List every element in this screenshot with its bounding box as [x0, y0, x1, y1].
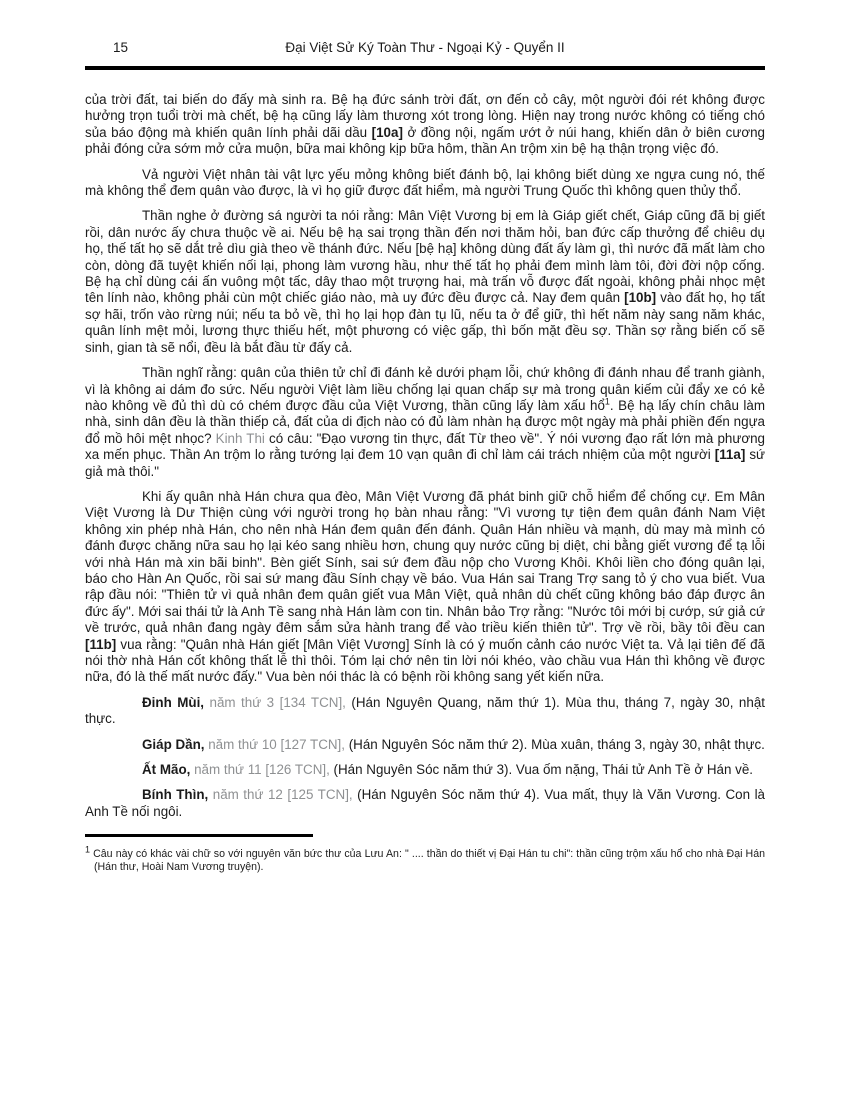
- paragraph: Thần nghĩ rằng: quân của thiên tử chỉ đi đánh kẻ dưới phạm lỗi, chứ không đi đánh nhau để tranh giành, vì là không ai dám đo sức. Nếu người Việt làm liều chống lại quan chấp sự mà trong quân kiếm củi đẩy xe có kẻ nào không về đủ thì dù có chém được đầu của Việt Vương, thần cũng lấy làm xấu hổ$^1$. Bệ hạ lấy chín châu làm nhà, sinh dân đều là thần thiếp cả, đất của di địch nào có đủ làm nhàn hạ được một ngày mà phải phiền đến ngựa đổ mồ hôi mệt nhọc? Kinh Thi có câu: "Đạo vương tin thực, đất Từ theo về". Ý nói vương đạo rất lớn mà phương xa mến phục. Thần An trộm lo rằng tướng lại đem 10 vạn quân đi chỉ làm cái trách nhiệm của một người [11a] sứ giả mà thôi.": [85, 365, 766, 479]
- footnote-separator: [85, 834, 313, 837]
- paragraph: Thần nghe ở đường sá người ta nói rằng: Mân Việt Vương bị em là Giáp giết chết, Giáp cũng đã bị giết rồi, dân nước ấy chưa thuộc về ai. Nếu bệ hạ sai trọng thần đến nơi thăm hỏi, ban đức cấp thưởng để chiêu dụ họ, thế tất họ sẽ dắt trẻ dìu già theo về thánh đức. Nếu [bệ hạ] không dùng đất ấy làm gì, thì nước đã mất làm cho còn, dòng đã tuyệt khiến nối lại, phong làm vương hầu, như thế tất họ phải đem mình làm tôi, đời đời nộp cống. Bệ hạ chỉ dùng cái ấn vuông một tấc, dây thao một trượng hai, mà trấn vỗ được đất ngoài, không phải nhọc mệt tên lính nào, không phải cùn một chiếc giáo nào, mà uy đức đều được cả. Nay đem quân [10b] vào đất họ, họ tất sợ hãi, trốn vào rừng núi; nếu ta bỏ về, thì họ lại họp đàn tụ lũ, nếu ta ở để giữ, thì hết năm này sang năm khác, quân lính mệt mỏi, lương thực thiếu hết, một phương có việc gấp, thì bốn mặt đều sợ. Thần sợ rằng biến cố sẽ sinh, gian tà sẽ nổi, đều là bắt đầu từ đấy cả.: [85, 208, 765, 355]
- footnote-text: $^1$ Câu này có khác vài chữ so với nguyên văn bức thư của Lưu An: " .... thần do thiết vị Đại Hán tu chi": thần cũng trộm xấu hổ cho nhà Đại Hán (Hán thư, Hoài Nam Vương truyện).: [85, 844, 765, 874]
- page-header: [85, 38, 765, 70]
- paragraph: Khi ấy quân nhà Hán chưa qua đèo, Mân Việt Vương đã phát binh giữ chỗ hiểm để chống cự. Em Mân Việt Vương là Dư Thiện cùng với người trong họ bàn nhau rằng: "Vì vương tự tiện đem quân đánh Nam Việt không xin phép nhà Hán, cho nên nhà Hán đem quân đến đánh. Quân Hán nhiều và mạnh, dù may mà mình có đánh được chăng nữa sau họ lại kéo sang nhiều hơn, chung quy nước cũng bị diệt, chi bằng giết vương để tạ lỗi với nhà Hán mà xin bãi binh". Bèn giết Sính, sai sứ đem đầu nộp cho Vương Khôi. Khôi liền cho đóng quân lại, báo cho Hàn An Quốc, rồi sai sứ mang đầu Sính chạy về báo. Vua Hán sai Trang Trợ sang tỏ ý cho vua biết. Vua rập đầu nói: "Thiên tử vì quả nhân đem quân giết vua Mân Việt, quả nhân dù chết cũng không báo đáp được ân đức ấy". Mới sai thái tử là Anh Tề sang nhà Hán làm con tin. Nhân bảo Trợ rằng: "Nước tôi mới bị cướp, sứ giả cứ về trước, quả nhân đang ngày đêm sắm sửa hành trang để vào triều kiến thiên tử". Trợ về rồi, bầy tôi đều can [11b] vua rằng: "Quân nhà Hán giết [Mân Việt Vương] Sính là có ý muốn cảnh cáo nước Việt ta. Vả lại tiên đế đã nói thờ nhà Hán cốt không thất lễ thì thôi. Tóm lại chớ nên tin lời nói khéo, vào chầu vua Hán thì không về được nữa, đó là thế mất nước đấy." Vua bèn nói thác là có bệnh rồi không sang yết kiến nữa.: [85, 488, 765, 685]
- body-text: [85, 92, 765, 820]
- paragraph-entry-at-mao: Ất Mão, năm thứ 11 [126 TCN], (Hán Nguyên Sóc năm thứ 3). Vua ốm nặng, Thái tử Anh Tề ở Hán về.: [142, 762, 754, 778]
- page-title: Đại Việt Sử Ký Toàn Thư - Ngoại Kỷ - Quyển II: [285, 40, 565, 55]
- paragraph-entry-binh-thin: Bính Thìn, năm thứ 12 [125 TCN], (Hán Nguyên Sóc năm thứ 4). Vua mất, thụy là Văn Vương. Con là Anh Tề nối ngôi.: [85, 787, 765, 819]
- paragraph: của trời đất, tai biến do đấy mà sinh ra. Bệ hạ đức sánh trời đất, ơn đến cỏ cây, một người đói rét không được hưởng trọn tuổi trời mà chết, bệ hạ cũng lấy làm thương xót trong lòng. Hiện nay trong nước không có tiếng chó sủa báo động mà khiến quân lính phải dãi dầu [10a] ở đồng nội, ngấm ướt ở núi hang, khiến dân ở biên cương phải đóng cửa sớm mở cửa muộn, bữa mai không kịp bữa hôm, thần An trộm xin bệ hạ thận trọng việc đó.: [85, 92, 765, 157]
- page-number: 15: [113, 40, 129, 55]
- footnote-block: [85, 834, 765, 875]
- paragraph: Vả người Việt nhân tài vật lực yếu mỏng không biết đánh bộ, lại không biết dùng xe ngựa cung nó, thế mà không thể đem quân vào được, là vì họ giữ được đất hiểm, mà người Trung Quốc thì không quen thủy thổ.: [85, 166, 765, 199]
- paragraph-entry-dinh-mui: Đinh Mùi, năm thứ 3 [134 TCN], (Hán Nguyên Quang, năm thứ 1). Mùa thu, tháng 7, ngày 30, nhật thực.: [85, 694, 765, 727]
- paragraph-entry-giap-dan: Giáp Dần, năm thứ 10 [127 TCN], (Hán Nguyên Sóc năm thứ 2). Mùa xuân, tháng 3, ngày 30, nhật thực.: [142, 736, 765, 752]
